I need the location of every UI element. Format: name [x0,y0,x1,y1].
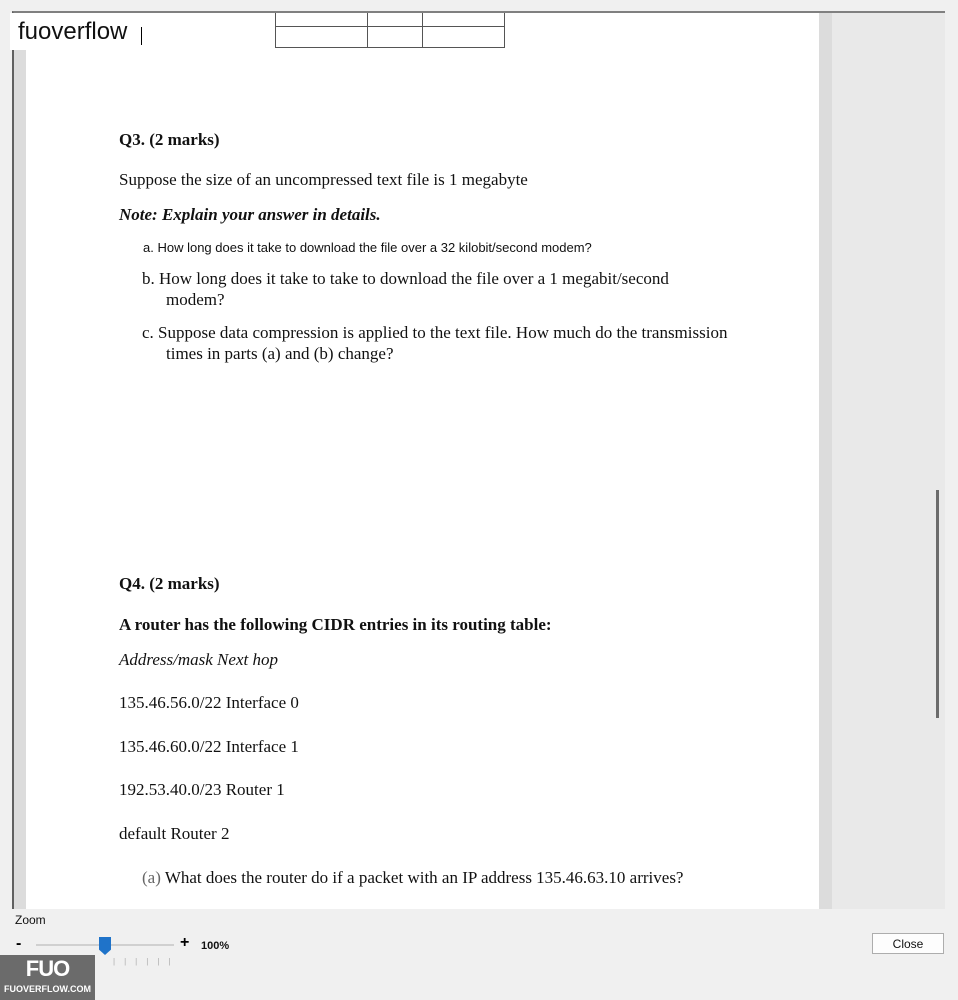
q4-intro: A router has the following CIDR entries in its routing table: [119,615,552,634]
q4-heading: Q4. (2 marks) [119,574,220,593]
document-viewer[interactable] [12,11,945,909]
fuoverflow-logo [0,955,95,1000]
brand-name: fuoverflow [10,13,140,50]
vertical-scrollbar[interactable] [936,490,939,718]
text-cursor [141,27,142,45]
viewer-margin [832,13,945,909]
q3-text: Suppose the size of an uncompressed text file is 1 megabyte [119,170,528,189]
q3-part-c-line1: c. Suppose data compression is applied to the text file. How much do the transmission [142,323,728,342]
logo-site: FUOVERFLOW.COM [4,984,91,994]
table-fragment [275,11,505,48]
zoom-slider-ticks: |||||| [113,957,180,966]
zoom-value: 100% [201,940,230,952]
q4-entry: default Router 2 [119,824,230,843]
q4-entry: 135.46.56.0/22 Interface 0 [119,693,299,712]
q4-table-header: Address/mask Next hop [119,650,278,669]
document-page [26,13,819,909]
zoom-out-button[interactable]: - [16,935,22,952]
zoom-label: Zoom [15,913,46,927]
q3-part-b-line2: modem? [166,290,225,309]
zoom-slider-thumb[interactable] [99,937,111,955]
q4-part-a [142,868,683,888]
q3-part-c-line2: times in parts (a) and (b) change? [166,344,394,363]
q4-part-a-prefix: (a) [142,868,161,887]
q4-part-a-text: What does the router do if a packet with an IP address 135.46.63.10 arrives? [160,868,684,887]
q3-part-b-line1: b. How long does it take to take to download the file over a 1 megabit/second [142,269,669,288]
q4-entry: 135.46.60.0/22 Interface 1 [119,737,299,756]
close-button[interactable]: Close [872,933,944,954]
logo-mark: FUO [25,956,70,981]
q4-entry: 192.53.40.0/23 Router 1 [119,780,285,799]
q3-heading: Q3. (2 marks) [119,130,220,149]
q3-part-a: a. How long does it take to download the file over a 32 kilobit/second modem? [143,240,592,255]
q3-note: Note: Explain your answer in details. [119,205,381,224]
zoom-in-button[interactable]: + [180,934,190,951]
